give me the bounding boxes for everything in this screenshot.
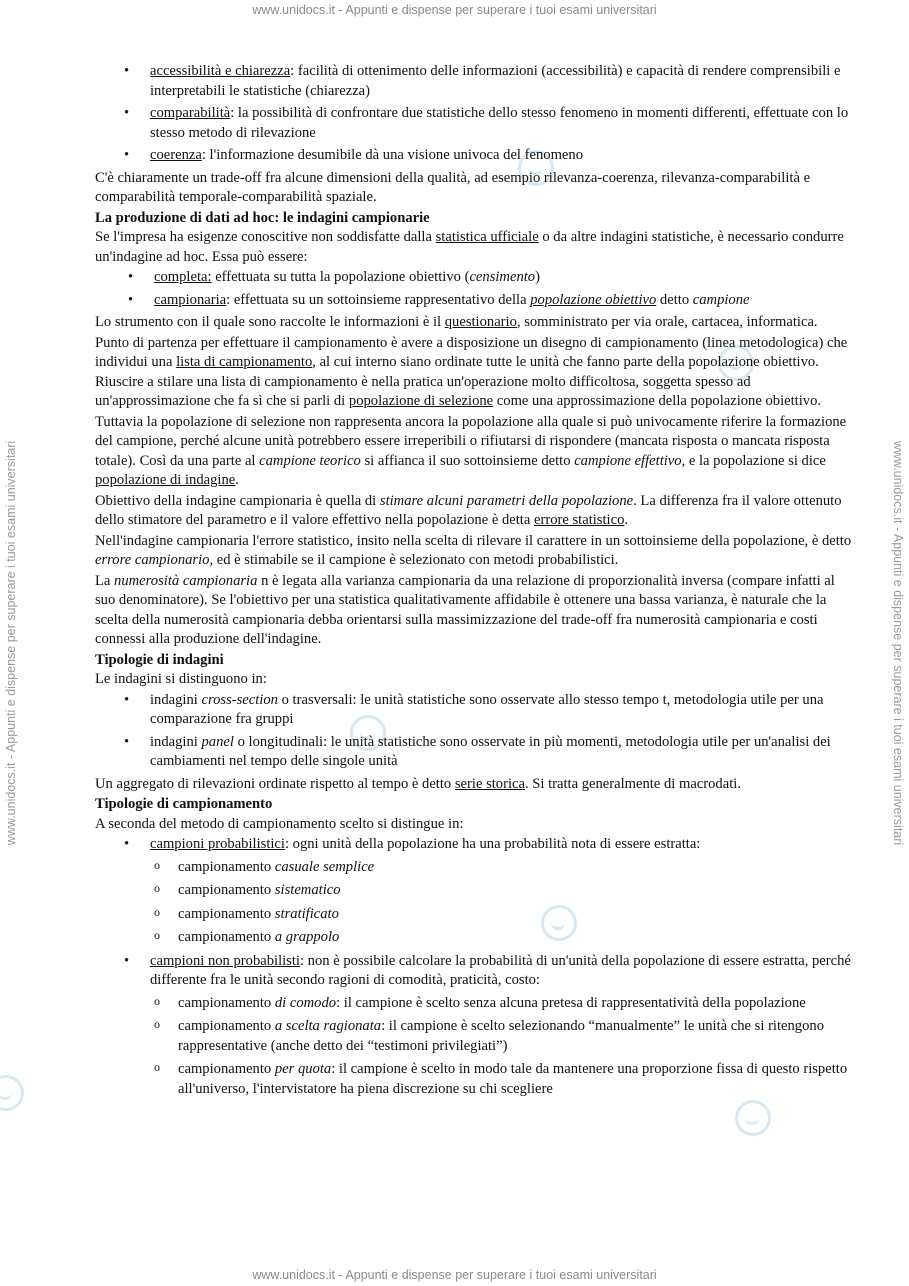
paragraph-intro: Se l'impresa ha esigenze conoscitive non soddisfatte dalla statistica ufficiale o da altre indagini statistiche, è necessario condurre un'indagine ad hoc. Essa può essere: (95, 229, 844, 265)
term: accessibilità e chiarezza (150, 63, 291, 79)
watermark-bottom: www.unidocs.it - Appunti e dispense per superare i tuoi esami universitari (252, 1268, 657, 1282)
list-item: • campioni non probabilisti: non è possibile calcolare la probabilità di un'unità della popolazione di essere estratta, perché differente fra le unità secondo ragioni di comodità, praticità, costo: o campionamento di comodo: il campione è scelto senza alcuna pretesa di rappresentatività della popolazione o campionamento a scelta ragionata: il campione è scelto selezionando “manualmente” le unità che si ritengono rappresentative (anche detto dei “testimoni privilegiati”) o campionamento per quota: il campione è scelto in modo tale da mantenere una proporzione fissa di questo rispetto all'universo, l'intervistatore ha piena discrezione su chi scegliere (95, 952, 855, 1100)
watermark-right: www.unidocs.it - Appunti e dispense per superare i tuoi esami universitari (891, 440, 905, 846)
sub-list-item: o campionamento casuale semplice (150, 858, 855, 878)
paragraph-tradeoff: C'è chiaramente un trade-off fra alcune dimensioni della qualità, ad esempio rilevanza-coerenza, rilevanza-comparabilità e comparabilità temporale-comparabilità spaziale. (95, 169, 811, 205)
definition: : facilità di ottenimento delle informazioni (accessibilità) e capacità di rendere comprensibili e interpretabili le statistiche (chiarezza) (150, 63, 841, 99)
list-item: • completa: effettuata su tutta la popolazione obiettivo (censimento) (95, 268, 855, 288)
heading-tipologie-indagini: Tipologie di indagini (95, 651, 224, 668)
sub-list (150, 858, 855, 948)
survey-type-list (95, 268, 855, 310)
survey-kind-list (95, 691, 855, 772)
definition: : l'informazione desumibile dà una visione univoca del fenomeno (201, 147, 583, 163)
watermark-logo-icon (735, 1100, 771, 1136)
paragraph-questionario: Lo strumento con il quale sono raccolte le informazioni è il questionario, somministrato per via orale, cartacea, informatica. (95, 314, 818, 330)
watermark-left: www.unidocs.it - Appunti e dispense per superare i tuoi esami universitari (4, 440, 18, 846)
paragraph-selezione: Tuttavia la popolazione di selezione non rappresenta ancora la popolazione alla quale si può univocamente riferire la formazione del campione, perché alcune unità potrebbero essere irreperibili o rifiutarsi di rispondere (mancata risposta o mancata risposta totale). Così da una parte al campione teorico si affianca il suo sottoinsieme detto campione effettivo, e la popolazione si dice popolazione di indagine. (95, 413, 847, 488)
list-item: • indagini cross-section o trasversali: le unità statistiche sono osservate allo stesso tempo t, metodologia utile per una comparazione fra gruppi (95, 691, 855, 730)
paragraph-serie-storica: Un aggregato di rilevazioni ordinate rispetto al tempo è detto serie storica. Si tratta generalmente di macrodati. (95, 775, 741, 792)
sub-list-item: o campionamento a scelta ragionata: il campione è scelto selezionando “manualmente” le unità che si ritengono rappresentative (anche detto dei “testimoni privilegiati”) (150, 1017, 855, 1056)
sub-list-item: o campionamento per quota: il campione è scelto in modo tale da mantenere una proporzione fissa di questo rispetto all'universo, l'intervistatore ha piena discrezione su chi scegliere (150, 1060, 855, 1099)
heading-tipologie-campionamento: Tipologie di campionamento (95, 796, 273, 812)
term: coerenza (150, 147, 202, 163)
list-item: • indagini panel o longitudinali: le unità statistiche sono osservate in più momenti, metodologia utile per un'analisi dei cambiamenti nel tempo delle singole unità (95, 733, 855, 772)
sub-list (150, 994, 855, 1100)
heading-indagini-campionarie: La produzione di dati ad hoc: le indagini campionarie (95, 209, 430, 226)
sampling-list (95, 835, 855, 1099)
list-item (95, 146, 855, 166)
list-item (95, 104, 855, 143)
paragraph-intro: A seconda del metodo di campionamento scelto si distingue in: (95, 815, 464, 832)
paragraph-numerosita: La numerosità campionaria n è legata alla varianza campionaria da una relazione di proporzionalità inversa (compare infatti al suo denominatore). Se l'obiettivo per una statistica qualitativamente affidabile è ottenere una bassa varianza, è naturale che la scelta della numerosità campionaria debba orientarsi sulla massimizzazione del trade-off fra numerosità campionaria e costi connessi alla produzione dell'indagine. (95, 572, 835, 647)
paragraph-obiettivo: Obiettivo della indagine campionaria è quella di stimare alcuni parametri della popolazione. La differenza fra il valore ottenuto dello stimatore del parametro e il valore effettivo nella popolazione è detta errore statistico. (95, 492, 842, 528)
paragraph-intro: Le indagini si distinguono in: (95, 671, 267, 687)
paragraph-errore: Nell'indagine campionaria l'errore statistico, insito nella scelta di rilevare il carattere in un sottoinsieme della popolazione, è detto errore campionario, ed è stimabile se il campione è selezionato con metodi probabilistici. (95, 532, 852, 568)
sub-list-item: o campionamento di comodo: il campione è scelto senza alcuna pretesa di rappresentatività della popolazione (150, 994, 855, 1014)
paragraph-lista: Punto di partenza per effettuare il campionamento è avere a disposizione un disegno di campionamento (linea metodologica) che individui una lista di campionamento, al cui interno siano ordinate tutte le unità che fanno parte della popolazione obiettivo. Riuscire a stilare una lista di campionamento è nella pratica un'operazione molto difficoltosa, soggetta spesso ad un'approssimazione che fa sì che si parli di popolazione di selezione come una approssimazione della popolazione obiettivo. (95, 334, 848, 409)
list-item: • campionaria: effettuata su un sottoinsieme rappresentativo della popolazione obiettivo detto campione (95, 291, 855, 311)
term: comparabilità (150, 105, 231, 121)
list-item (95, 62, 855, 101)
list-item: • campioni probabilistici: ogni unità della popolazione ha una probabilità nota di essere estratta: o campionamento casuale semplice o campionamento sistematico o campionamento stratificato o campionamento a grappolo (95, 835, 855, 948)
watermark-logo-icon (0, 1075, 24, 1111)
sub-list-item: o campionamento sistematico (150, 881, 855, 901)
watermark-top: www.unidocs.it - Appunti e dispense per superare i tuoi esami universitari (252, 3, 657, 17)
sub-list-item: o campionamento a grappolo (150, 928, 855, 948)
definition: : la possibilità di confrontare due statistiche dello stesso fenomeno in momenti differenti, effettuate con lo stesso metodo di rilevazione (150, 105, 849, 141)
document-body (95, 62, 855, 1103)
quality-dimensions-list (95, 62, 855, 166)
sub-list-item: o campionamento stratificato (150, 905, 855, 925)
